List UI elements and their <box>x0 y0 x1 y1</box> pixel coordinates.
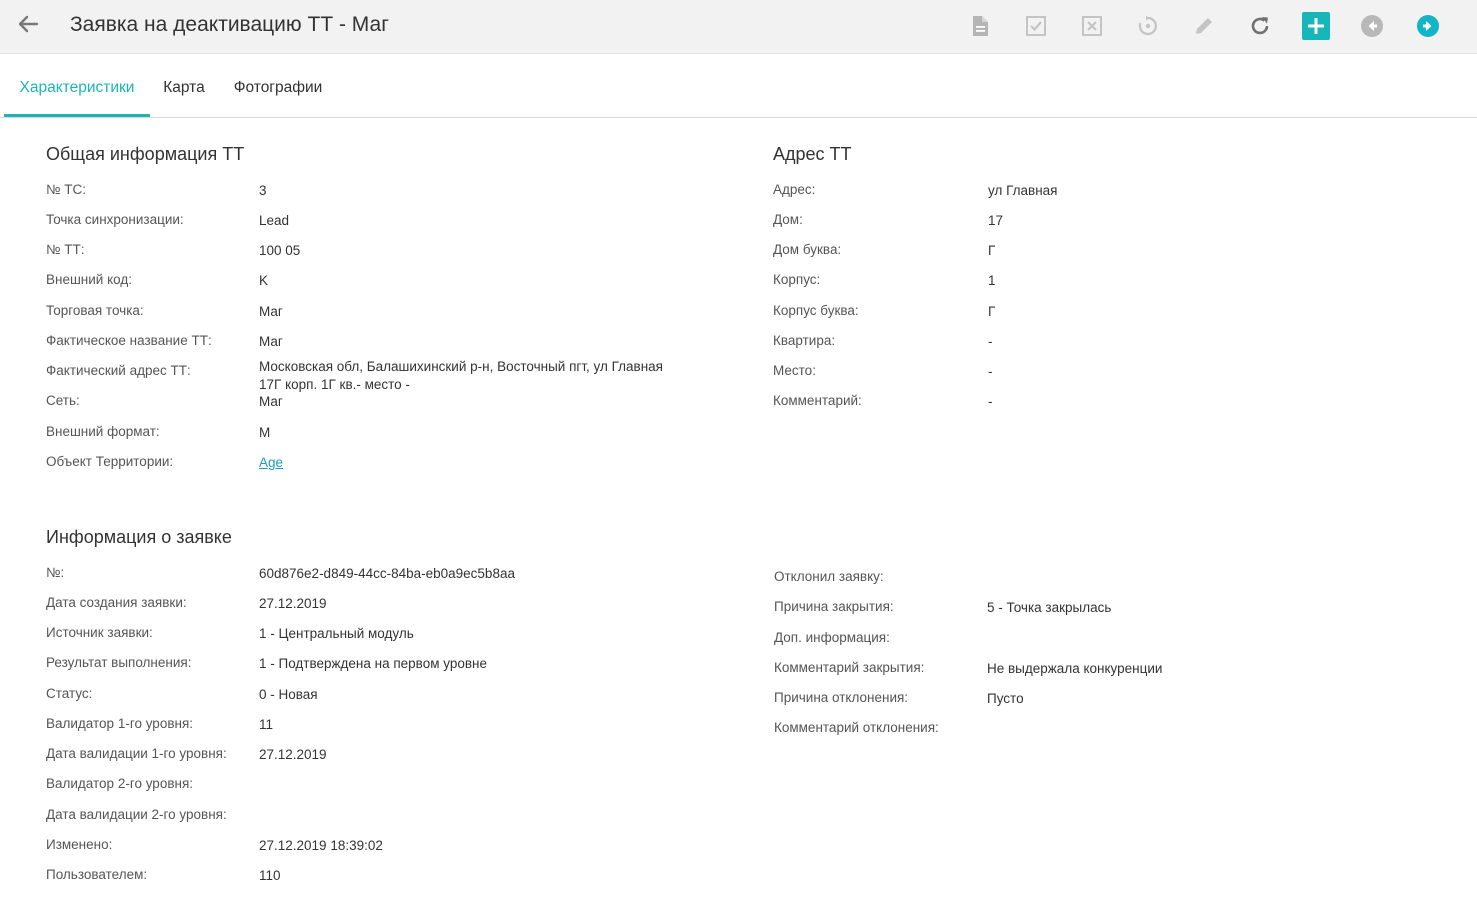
building-value: 1 <box>988 273 996 288</box>
tc-value: 3 <box>259 183 267 198</box>
address-comment-value: - <box>988 394 993 409</box>
external-format-value: M <box>259 425 271 440</box>
reject-reason-label: Причина отклонения: <box>774 690 909 705</box>
tt-number-label: № ТТ: <box>46 242 85 257</box>
source-value: 1 - Центральный модуль <box>259 626 414 641</box>
tc-label: № ТС: <box>46 182 86 197</box>
network-label: Сеть: <box>46 393 80 408</box>
back-arrow-icon[interactable] <box>14 10 42 38</box>
sync-point-value: Lead <box>259 213 290 228</box>
close-comment-value: Не выдержала конкуренции <box>987 661 1163 676</box>
reject-reason-value: Пусто <box>987 691 1024 706</box>
result-label: Результат выполнения: <box>46 655 192 670</box>
apartment-label: Квартира: <box>773 333 836 348</box>
check-icon[interactable] <box>1021 11 1051 41</box>
next-icon[interactable] <box>1413 11 1443 41</box>
add-icon[interactable] <box>1301 11 1331 41</box>
validator1-value: 11 <box>259 717 274 732</box>
external-code-value: K <box>259 273 269 288</box>
house-letter-label: Дом буква: <box>773 242 842 257</box>
modified-by-value: 110 <box>259 868 281 883</box>
territory-object-label: Объект Территории: <box>46 454 174 469</box>
validation1-date-value: 27.12.2019 <box>259 747 327 762</box>
address-comment-label: Комментарий: <box>773 393 862 408</box>
outlet-label: Торговая точка: <box>46 303 144 318</box>
address-title: Адрес ТТ <box>773 144 852 164</box>
house-label: Дом: <box>773 212 803 227</box>
status-value: 0 - Новая <box>259 687 318 702</box>
reject-comment-label: Комментарий отклонения: <box>774 720 939 735</box>
actual-name-label: Фактическое название ТТ: <box>46 333 212 348</box>
refresh-icon[interactable] <box>1245 11 1275 41</box>
building-label: Корпус: <box>773 272 821 287</box>
place-label: Место: <box>773 363 816 378</box>
extra-info-label: Доп. информация: <box>774 630 890 645</box>
page-title: Заявка на деактивацию ТТ - Маг <box>70 13 389 36</box>
house-letter-value: Г <box>988 243 996 258</box>
created-date-value: 27.12.2019 <box>259 596 327 611</box>
address-value: ул Главная <box>988 183 1058 198</box>
place-value: - <box>988 364 993 379</box>
modified-value: 27.12.2019 18:39:02 <box>259 838 383 853</box>
status-label: Статус: <box>46 686 93 701</box>
actual-address-line2: 17Г корп. 1Г кв.- место - <box>259 377 410 392</box>
modified-by-label: Пользователем: <box>46 867 148 882</box>
territory-object-link[interactable]: Age <box>259 455 284 470</box>
external-code-label: Внешний код: <box>46 272 132 287</box>
sync-point-label: Точка синхронизации: <box>46 212 184 227</box>
validator1-label: Валидатор 1-го уровня: <box>46 716 194 731</box>
validator2-label: Валидатор 2-го уровня: <box>46 776 194 791</box>
top-bar <box>0 0 1477 54</box>
close-comment-label: Комментарий закрытия: <box>774 660 925 675</box>
created-date-label: Дата создания заявки: <box>46 595 187 610</box>
apartment-value: - <box>988 334 993 349</box>
edit-icon[interactable] <box>1189 11 1219 41</box>
outlet-value: Маг <box>259 304 283 319</box>
prev-icon[interactable] <box>1357 11 1387 41</box>
document-icon[interactable] <box>965 11 995 41</box>
house-value: 17 <box>988 213 1004 228</box>
network-value: Маг <box>259 394 283 409</box>
request-number-value: 60d876e2-d849-44cc-84ba-eb0a9ec5b8aa <box>259 566 515 581</box>
validation1-date-label: Дата валидации 1-го уровня: <box>46 746 227 761</box>
close-reason-label: Причина закрытия: <box>774 599 894 614</box>
tt-number-value: 100 05 <box>259 243 301 258</box>
address-label: Адрес: <box>773 182 816 197</box>
tab-map[interactable]: Карта <box>163 79 205 96</box>
general-info-title: Общая информация ТТ <box>46 144 245 164</box>
actual-address-label: Фактический адрес ТТ: <box>46 363 191 378</box>
tab-photos[interactable]: Фотографии <box>233 79 323 96</box>
external-format-label: Внешний формат: <box>46 424 160 439</box>
request-number-label: №: <box>46 565 65 580</box>
close-reason-value: 5 - Точка закрылась <box>987 600 1112 615</box>
actual-address-line1: Московская обл, Балашихинский р-н, Восточный пгт, ул Главная <box>259 359 663 374</box>
tab-bar <box>0 55 1477 118</box>
tab-characteristics[interactable]: Характеристики <box>4 55 150 117</box>
validation2-date-label: Дата валидации 2-го уровня: <box>46 807 227 822</box>
result-value: 1 - Подтверждена на первом уровне <box>259 656 487 671</box>
actual-name-value: Маг <box>259 334 283 349</box>
modified-label: Изменено: <box>46 837 113 852</box>
building-letter-label: Корпус буква: <box>773 303 859 318</box>
reject-icon[interactable] <box>1077 11 1107 41</box>
source-label: Источник заявки: <box>46 625 153 640</box>
restore-icon[interactable] <box>1133 11 1163 41</box>
rejected-by-label: Отклонил заявку: <box>774 569 884 584</box>
building-letter-value: Г <box>988 304 996 319</box>
request-info-title: Информация о заявке <box>46 527 232 547</box>
